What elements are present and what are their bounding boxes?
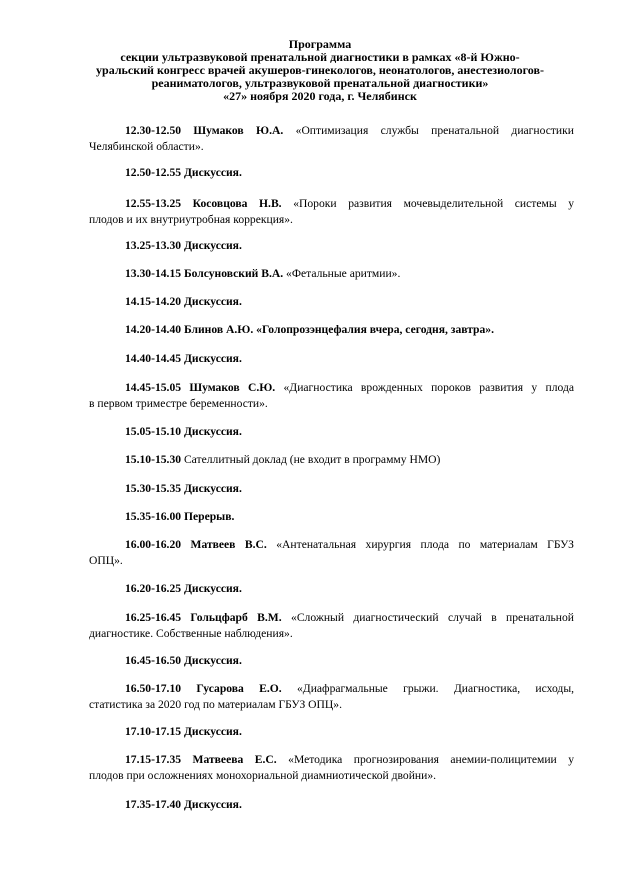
entry-title-cont: плодов при осложнениях монохориальной диамниотической двойни». <box>89 768 437 782</box>
entry-time: 16.00-16.20 <box>125 538 182 551</box>
entry-title: «Пороки развития мочевыделительной системы у <box>293 197 575 210</box>
entry-speaker: Болсуновский В.А. <box>183 267 284 280</box>
entry-time: 15.35-16.00 <box>125 510 182 523</box>
program-entry <box>89 424 574 440</box>
program-entry <box>89 238 574 254</box>
entry-speaker: Косовцова Н.В. <box>192 197 282 210</box>
entry-title: «Методика прогнозирования анемии-полицитемии у <box>288 753 574 766</box>
entry-title: Дискуссия. <box>183 798 242 811</box>
entry-time: 16.50-17.10 <box>125 682 182 695</box>
entry-title: Дискуссия. <box>183 239 242 252</box>
entry-time: 17.10-17.15 <box>125 725 182 738</box>
program-entry <box>89 322 574 338</box>
entry-time: 14.40-14.45 <box>125 352 182 365</box>
entry-title: Дискуссия. <box>183 582 242 595</box>
program-entry <box>89 537 574 568</box>
header-line: уральский конгресс врачей акушеров-гинекологов, неонатологов, анестезиологов- <box>96 63 544 77</box>
program-entry <box>89 481 574 497</box>
entry-speaker: Гусарова Е.О. <box>196 682 282 695</box>
program-entry <box>89 653 574 669</box>
entry-title: Дискуссия. <box>183 352 242 365</box>
entry-speaker: Гольцфарб В.М. <box>190 611 282 624</box>
entry-time: 13.30-14.15 <box>125 267 182 280</box>
entry-time: 14.45-15.05 <box>125 381 182 394</box>
program-entry <box>89 724 574 740</box>
program-entry <box>89 610 574 641</box>
program-entry <box>89 351 574 367</box>
entry-time: 17.35-17.40 <box>125 798 182 811</box>
program-header <box>60 38 580 103</box>
entry-time: 12.55-13.25 <box>125 197 182 210</box>
entry-title: Дискуссия. <box>183 166 242 179</box>
entry-time: 12.50-12.55 <box>125 166 182 179</box>
entry-title: Перерыв. <box>183 510 235 523</box>
entry-time: 16.25-16.45 <box>125 611 182 624</box>
program-entry <box>89 797 574 813</box>
entry-title-cont: Челябинской области». <box>89 139 204 153</box>
entry-title-cont: в первом триместре беременности». <box>89 396 268 410</box>
entry-title-cont: ОПЦ». <box>89 553 123 567</box>
program-entry <box>89 380 574 411</box>
entry-time: 15.30-15.35 <box>125 482 182 495</box>
program-entry <box>89 452 574 468</box>
header-line: реаниматологов, ультразвуковой пренатальной диагностики» <box>151 76 489 90</box>
program-entry <box>89 681 574 712</box>
entry-time: 16.20-16.25 <box>125 582 182 595</box>
header-date: «27» ноября 2020 года, г. Челябинск <box>223 89 417 103</box>
entry-time: 17.15-17.35 <box>125 753 182 766</box>
program-entry <box>89 294 574 310</box>
entry-speaker: Матвеева Е.С. <box>192 753 277 766</box>
header-line: секции ультразвуковой пренатальной диагностики в рамках «8-й Южно- <box>120 50 520 64</box>
entry-title-cont: статистика за 2020 год по материалам ГБУЗ ОПЦ». <box>89 697 342 711</box>
entry-title: «Сложный диагностический случай в пренатальной <box>291 611 574 624</box>
entry-time: 14.15-14.20 <box>125 295 182 308</box>
entry-title: Дискуссия. <box>183 482 242 495</box>
program-entry <box>89 266 574 282</box>
program-entry <box>89 123 574 154</box>
entry-title: «Фетальные аритмии». <box>286 267 401 280</box>
entry-time: 14.20-14.40 <box>125 323 182 336</box>
entry-time: 13.25-13.30 <box>125 239 182 252</box>
entry-title: Дискуссия. <box>183 425 242 438</box>
entry-time: 15.05-15.10 <box>125 425 182 438</box>
entry-title: Сателлитный доклад (не входит в программу НМО) <box>183 453 441 466</box>
entry-speaker: Матвеев В.С. <box>190 538 267 551</box>
entry-title: Дискуссия. <box>183 654 242 667</box>
entry-title: «Диагностика врожденных пороков развития у плода <box>283 381 574 394</box>
entry-title: «Оптимизация службы пренатальной диагностики <box>295 124 574 137</box>
header-title: Программа <box>288 37 352 51</box>
entry-title-cont: плодов и их внутриутробная коррекция». <box>89 212 293 226</box>
program-entry <box>89 752 574 783</box>
entry-title: «Диафрагмальные грыжи. Диагностика, исходы, <box>297 682 575 695</box>
entry-time: 12.30-12.50 <box>125 124 182 137</box>
entry-title: Дискуссия. <box>183 725 242 738</box>
program-entry <box>89 509 574 525</box>
entry-title: «Антенатальная хирургия плода по материалам ГБУЗ <box>276 538 574 551</box>
entry-speaker: Шумаков Ю.А. <box>193 124 284 137</box>
entry-title: Дискуссия. <box>183 295 242 308</box>
entry-title-cont: диагностике. Собственные наблюдения». <box>89 626 293 640</box>
program-entry <box>89 581 574 597</box>
program-entry <box>89 196 574 227</box>
entry-speaker: Блинов А.Ю. <box>183 323 254 336</box>
entry-speaker: Шумаков С.Ю. <box>189 381 276 394</box>
entry-time: 16.45-16.50 <box>125 654 182 667</box>
entry-time: 15.10-15.30 <box>125 453 182 466</box>
program-entry <box>89 165 574 181</box>
entry-title: «Голопрозэнцефалия вчера, сегодня, завтра». <box>256 323 494 336</box>
